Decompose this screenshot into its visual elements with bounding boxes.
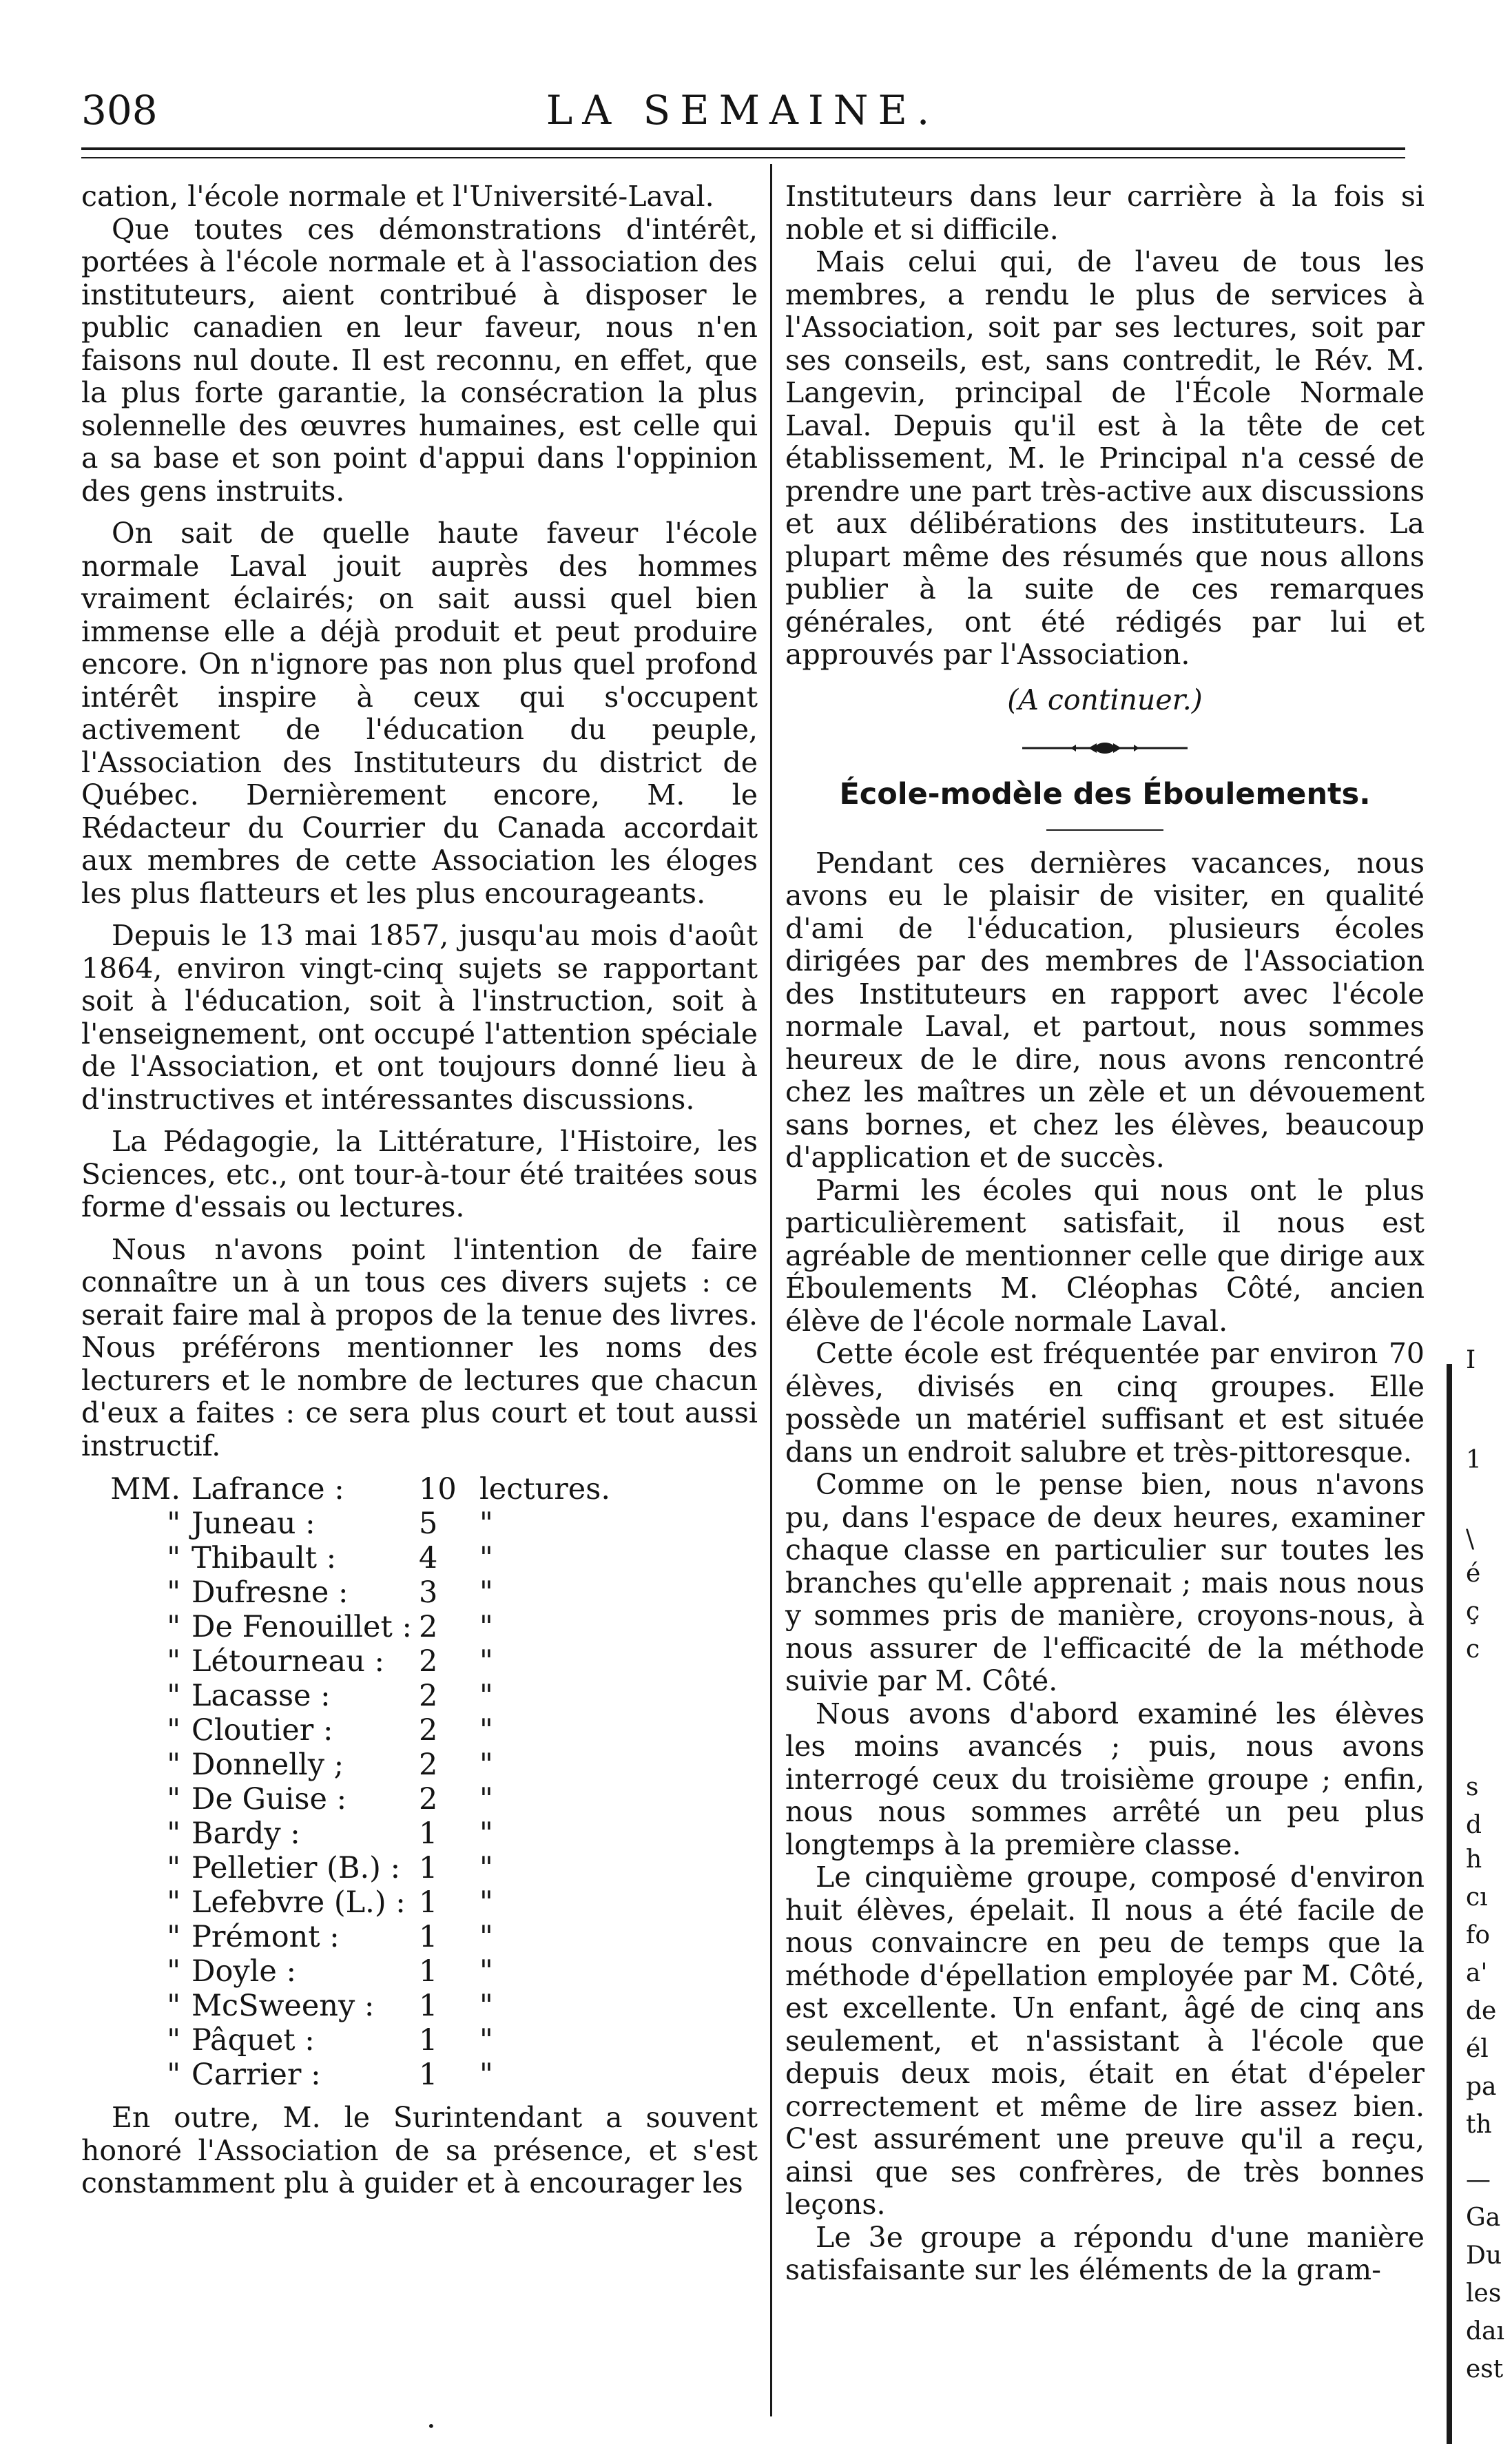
- running-title: LA SEMAINE.: [546, 87, 940, 134]
- margin-fragment: th: [1466, 2111, 1492, 2139]
- margin-fragment: Du: [1466, 2241, 1502, 2270]
- list-prefix: ": [167, 1748, 180, 1782]
- margin-fragment: pa: [1466, 2073, 1497, 2101]
- header-rule-thin: [81, 157, 1405, 158]
- lecture-count: 1: [419, 1885, 438, 1920]
- list-item: [81, 1472, 758, 1506]
- lecturer-name: Pâquet :: [191, 2023, 315, 2058]
- list-prefix: ": [167, 1713, 180, 1748]
- margin-fragment: él: [1466, 2035, 1489, 2063]
- lecture-unit: ": [479, 1816, 493, 1851]
- adjacent-page-edge: [1447, 1364, 1452, 2444]
- list-prefix: ": [167, 1920, 180, 1954]
- lecture-unit: ": [479, 1989, 493, 2023]
- list-item: [81, 1541, 758, 1575]
- lecture-count: 1: [419, 1851, 438, 1885]
- lecturer-name: De Guise :: [191, 1782, 347, 1816]
- list-item: [81, 1885, 758, 1920]
- paragraph: Le cinquième groupe, composé d'environ huit élèves, épelait. Il nous a été facile de nous convaincre en peu de temps que la méthode d'épellation employée par M. Côté, est excellente. Un enfant, âgé de cinq ans seulement, et n'assistant à l'école que depuis deux mois, était en état d'épeler correctement et même de lire assez bien. C'est assurément une preuve qu'il a reçu, ainsi que ses confrères, de très bonnes leçons.: [785, 1861, 1425, 2221]
- paragraph: Depuis le 13 mai 1857, jusqu'au mois d'août 1864, environ vingt-cinq sujets se rapportant soit à l'éducation, soit à l'instruction, soit à l'enseignement, ont occupé l'attention spéciale de l'Association, et ont toujours donné lieu à d'instructives et intéressantes discussions.: [81, 919, 758, 1116]
- lecturer-name: Dufresne :: [191, 1575, 349, 1610]
- paragraph: Nous n'avons point l'intention de faire connaître un à un tous ces divers sujets : ce serait faire mal à propos de la tenue des livres. Nous préférons mentionner les noms des lecturers et le nombre de lectures que chacun d'eux a faites : ce sera plus court et tout aussi instructif.: [81, 1232, 758, 1462]
- lecturer-name: Pelletier (B.) :: [191, 1851, 401, 1885]
- paragraph: cation, l'école normale et l'Université-Laval.: [81, 180, 714, 213]
- lecture-unit: ": [479, 2058, 493, 2092]
- margin-fragment: daı: [1466, 2317, 1505, 2345]
- title-rule: [1046, 829, 1163, 831]
- list-prefix: ": [167, 2023, 180, 2058]
- margin-fragment: les: [1466, 2279, 1502, 2308]
- lecturer-name: Lacasse :: [191, 1679, 331, 1713]
- lecturer-name: Prémont :: [191, 1920, 340, 1954]
- lecture-count: 2: [419, 1782, 438, 1816]
- lecture-count: 2: [419, 1679, 438, 1713]
- lecturer-name: De Fenouillet :: [191, 1610, 412, 1644]
- paragraph: Mais celui qui, de l'aveu de tous les membres, a rendu le plus de services à l'Association, soit par ses lectures, soit par ses conseils, est, sans contredit, le Rév. M. Langevin, principal de l'École Normale Laval. Depuis qu'il est à la tête de cet établissement, M. le Principal n'a cessé de prendre une part très-active aux discussions et aux délibérations des instituteurs. La plupart même des résumés que nous allons publier à la suite de ces remarques générales, ont été rédigés par lui et approuvés par l'Association.: [785, 245, 1425, 671]
- lecture-count: 2: [419, 1748, 438, 1782]
- paragraph: Que toutes ces démonstrations d'intérêt, portées à l'école normale et à l'association des instituteurs, aient contribué à disposer le public canadien en leur faveur, nous n'en faisons nul doute. Il est reconnu, en effet, que la plus forte garantie, la consécration la plus solennelle des œuvres humaines, est celle qui a sa base et son point d'appui dans l'oppinion des gens instruits.: [81, 212, 758, 508]
- margin-fragment: Ga: [1466, 2204, 1501, 2232]
- list-item: [81, 1954, 758, 1989]
- lecture-count: 1: [419, 2058, 438, 2092]
- lecturer-name: Carrier :: [191, 2058, 321, 2092]
- lecture-count: 4: [419, 1541, 438, 1575]
- list-prefix: ": [167, 1610, 180, 1644]
- list-item: [81, 1713, 758, 1748]
- lecture-unit: ": [479, 1644, 493, 1679]
- column-divider: [770, 164, 772, 2416]
- margin-fragment: c: [1466, 1635, 1480, 1664]
- page-header: [81, 74, 1404, 136]
- lecture-unit: ": [479, 1954, 493, 1989]
- list-prefix: ": [167, 1541, 180, 1575]
- list-prefix: ": [167, 1851, 180, 1885]
- lecture-unit: ": [479, 1679, 493, 1713]
- ornament-icon: [1022, 741, 1188, 755]
- margin-fragment: cı: [1466, 1883, 1488, 1912]
- paragraph: Comme on le pense bien, nous n'avons pu, dans l'espace de deux heures, examiner chaque classe en particulier sur toutes les branches qu'elle apprenait ; mais nous nous y sommes pris de manière, croyons-nous, à nous assurer de l'efficacité de la méthode suivie par M. Côté.: [785, 1468, 1425, 1697]
- lecture-unit: ": [479, 2023, 493, 2058]
- lecture-unit: ": [479, 1541, 493, 1575]
- lecturer-name: Donnelly ;: [191, 1748, 344, 1782]
- left-column: [81, 180, 758, 2200]
- list-item: [81, 1920, 758, 1954]
- list-prefix: MM.: [110, 1472, 180, 1506]
- list-item: [81, 1575, 758, 1610]
- lecture-count: 2: [419, 1713, 438, 1748]
- lecture-unit: ": [479, 1610, 493, 1644]
- margin-fragment: d: [1466, 1811, 1482, 1839]
- lecture-count: 3: [419, 1575, 438, 1610]
- continued-note: (A continuer.): [1007, 683, 1203, 716]
- lecture-unit: ": [479, 1920, 493, 1954]
- list-item: [81, 2058, 758, 2092]
- lecturer-name: Létourneau :: [191, 1644, 385, 1679]
- margin-fragment: é: [1466, 1560, 1481, 1588]
- list-prefix: ": [167, 1575, 180, 1610]
- list-prefix: ": [167, 1954, 180, 1989]
- margin-fragment: fo: [1466, 1921, 1490, 1949]
- list-prefix: ": [167, 1506, 180, 1541]
- lecturer-name: Bardy :: [191, 1816, 300, 1851]
- lecture-unit: ": [479, 1575, 493, 1610]
- margin-fragment: s: [1466, 1773, 1479, 1801]
- lecture-unit: ": [479, 1713, 493, 1748]
- section-title: École-modèle des Éboulements.: [839, 777, 1371, 811]
- paragraph: Cette école est fréquentée par environ 70 élèves, divisés en cinq groupes. Elle possède un matériel suffisant et est située dans un endroit salubre et très-pittoresque.: [785, 1337, 1425, 1469]
- list-item: [81, 1748, 758, 1782]
- header-rule: [81, 147, 1405, 150]
- margin-fragment: 1: [1466, 1446, 1482, 1474]
- list-item: [81, 1610, 758, 1644]
- lecturer-name: Cloutier :: [191, 1713, 333, 1748]
- lecture-count: 2: [419, 1610, 438, 1644]
- lecture-unit: ": [479, 1885, 493, 1920]
- margin-fragment: a': [1466, 1959, 1488, 1987]
- list-item: [81, 1851, 758, 1885]
- margin-fragment: est: [1466, 2355, 1504, 2383]
- list-prefix: ": [167, 1989, 180, 2023]
- list-prefix: ": [167, 1816, 180, 1851]
- margin-fragment: ç: [1466, 1597, 1480, 1626]
- paragraph: Le 3e groupe a répondu d'une manière satisfaisante sur les éléments de la gram-: [785, 2220, 1425, 2286]
- list-prefix: ": [167, 1644, 180, 1679]
- lecturer-name: Thibault :: [191, 1541, 337, 1575]
- lecture-count: 5: [419, 1506, 438, 1541]
- paragraph: Pendant ces dernières vacances, nous avons eu le plaisir de visiter, en qualité d'ami de l'éducation, plusieurs écoles dirigées par des membres de l'Association des Instituteurs en rapport avec l'école normale Laval, et partout, nous sommes heureux de le dire, nous avons rencontré chez les maîtres un zèle et un dévouement sans bornes, et chez les élèves, beaucoup d'application et de succès.: [785, 846, 1425, 1174]
- paragraph: En outre, M. le Surintendant a souvent honoré l'Association de sa présence, et s'est constamment plu à guider et à encourager les: [81, 2101, 758, 2199]
- lecture-count: 1: [419, 1989, 438, 2023]
- list-item: [81, 1506, 758, 1541]
- lecturer-name: Doyle :: [191, 1954, 297, 1989]
- list-item: [81, 1644, 758, 1679]
- lecture-count: 1: [419, 2023, 438, 2058]
- list-item: [81, 1816, 758, 1851]
- list-item: [81, 1989, 758, 2023]
- list-prefix: ": [167, 1885, 180, 1920]
- right-column: [785, 180, 1425, 2287]
- lecture-count: 10: [419, 1472, 457, 1506]
- margin-fragment: h: [1466, 1845, 1482, 1874]
- lecturer-name: Lefebvre (L.) :: [191, 1885, 406, 1920]
- lecture-unit: ": [479, 1748, 493, 1782]
- lecturer-name: McSweeny :: [191, 1989, 375, 2023]
- lecture-unit: ": [479, 1782, 493, 1816]
- lecture-unit: ": [479, 1506, 493, 1541]
- paragraph: Instituteurs dans leur carrière à la fois si noble et si difficile.: [785, 180, 1425, 246]
- lecture-unit: lectures.: [479, 1472, 610, 1506]
- paragraph: La Pédagogie, la Littérature, l'Histoire, les Sciences, etc., ont tour-à-tour été traitées sous forme d'essais ou lectures.: [81, 1125, 758, 1223]
- list-item: [81, 1782, 758, 1816]
- list-prefix: ": [167, 2058, 180, 2092]
- paragraph: On sait de quelle haute faveur l'école normale Laval jouit auprès des hommes vraiment éclairés; on sait aussi quel bien immense elle a déjà produit et peut produire encore. On n'ignore pas non plus quel profond intérêt inspire à ceux qui s'occupent activement de l'éducation du peuple, l'Association des Instituteurs du district de Québec. Dernièrement encore, M. le Rédacteur du Courrier du Canada accordait aux membres de cette Association les éloges les plus flatteurs et les plus encourageants.: [81, 517, 758, 910]
- list-item: [81, 1679, 758, 1713]
- list-prefix: ": [167, 1782, 180, 1816]
- paragraph: Nous avons d'abord examiné les élèves les moins avancés ; puis, nous avons interrogé ceux du troisième groupe ; enfin, nous nous sommes arrêté un peu plus longtemps à la première classe.: [785, 1697, 1425, 1861]
- lecturers-list: [81, 1472, 758, 2092]
- list-item: [81, 2023, 758, 2058]
- lecture-unit: ": [479, 1851, 493, 1885]
- lecture-count: 1: [419, 1954, 438, 1989]
- margin-fragment: I: [1466, 1346, 1476, 1374]
- lecture-count: 1: [419, 1920, 438, 1954]
- lecturer-name: Lafrance :: [191, 1472, 344, 1506]
- page-number: 308: [81, 87, 158, 134]
- list-prefix: ": [167, 1679, 180, 1713]
- section-ornament: [785, 741, 1425, 755]
- margin-fragment: \: [1466, 1525, 1475, 1553]
- lecturer-name: Juneau :: [191, 1506, 315, 1541]
- lecture-count: 2: [419, 1644, 438, 1679]
- lecture-count: 1: [419, 1816, 438, 1851]
- margin-fragment: de: [1466, 1997, 1497, 2025]
- margin-fragment: —: [1466, 2166, 1491, 2194]
- footer-mark: •: [427, 2418, 435, 2434]
- paragraph: Parmi les écoles qui nous ont le plus particulièrement satisfait, il nous est agréable de mentionner celle que dirige aux Éboulements M. Cléophas Côté, ancien élève de l'école normale Laval.: [785, 1173, 1425, 1338]
